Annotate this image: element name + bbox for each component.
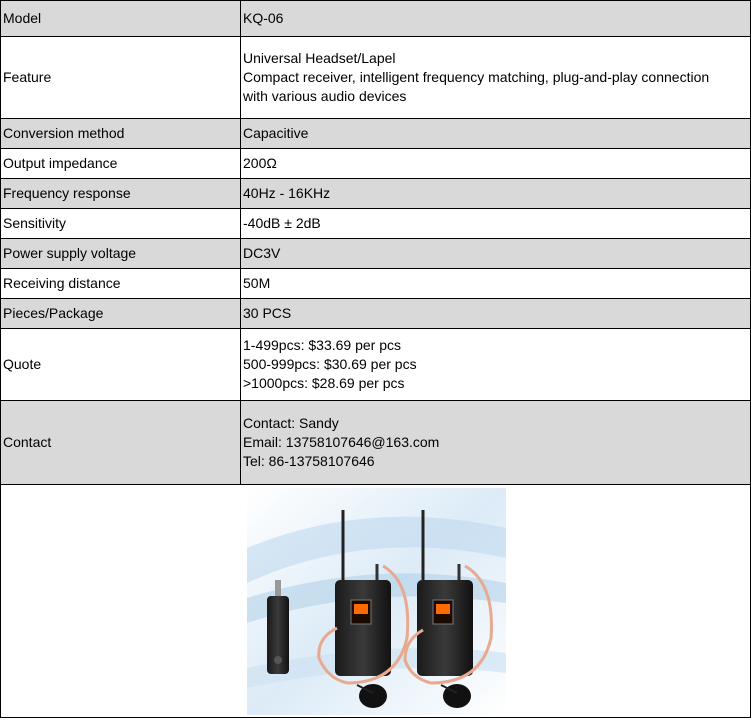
spec-value-line: Contact: Sandy <box>243 415 339 431</box>
product-photo <box>247 488 506 715</box>
image-cell <box>1 485 751 718</box>
spec-value <box>241 1 751 37</box>
spec-value <box>241 401 751 485</box>
spec-row <box>1 329 751 401</box>
spec-value-line: with various audio devices <box>243 88 407 104</box>
spec-label: Receiving distance <box>1 269 241 299</box>
spec-row <box>1 149 751 179</box>
spec-label: Power supply voltage <box>1 239 241 269</box>
spec-value-line: Universal Headset/Lapel <box>243 50 396 66</box>
spec-label: Output impedance <box>1 149 241 179</box>
spec-value-line: 500-999pcs: $30.69 per pcs <box>243 356 417 372</box>
spec-row <box>1 401 751 485</box>
spec-value <box>241 119 751 149</box>
spec-table-body <box>1 1 751 718</box>
spec-value <box>241 209 751 239</box>
spec-value <box>241 179 751 209</box>
spec-value-line: DC3V <box>243 245 281 261</box>
spec-label: Conversion method <box>1 119 241 149</box>
spec-value <box>241 149 751 179</box>
image-row <box>1 485 751 718</box>
spec-value-line: 200Ω <box>243 155 277 171</box>
spec-label: Quote <box>1 329 241 401</box>
spec-value-line: Capacitive <box>243 125 309 141</box>
spec-value-line: 1-499pcs: $33.69 per pcs <box>243 337 401 353</box>
spec-value-line: KQ-06 <box>243 10 284 26</box>
spec-value-line: Email: 13758107646@163.com <box>243 434 440 450</box>
spec-row <box>1 269 751 299</box>
spec-value-line: -40dB ± 2dB <box>243 215 321 231</box>
spec-value-line: Tel: 86-13758107646 <box>243 453 375 469</box>
spec-value-line: 30 PCS <box>243 305 292 321</box>
spec-row <box>1 1 751 37</box>
spec-value <box>241 37 751 119</box>
spec-label: Contact <box>1 401 241 485</box>
spec-row <box>1 299 751 329</box>
spec-label: Sensitivity <box>1 209 241 239</box>
spec-label: Frequency response <box>1 179 241 209</box>
spec-value <box>241 239 751 269</box>
spec-value <box>241 299 751 329</box>
spec-value-line: 50M <box>243 275 271 291</box>
spec-value <box>241 329 751 401</box>
spec-label: Pieces/Package <box>1 299 241 329</box>
spec-row <box>1 37 751 119</box>
spec-value-line: 40Hz - 16KHz <box>243 185 331 201</box>
spec-row <box>1 209 751 239</box>
spec-label: Feature <box>1 37 241 119</box>
spec-value-line: Compact receiver, intelligent frequency matching, plug-and-play connection <box>243 69 710 85</box>
spec-row <box>1 239 751 269</box>
spec-label: Model <box>1 1 241 37</box>
spec-row <box>1 119 751 149</box>
spec-value <box>241 269 751 299</box>
spec-value-line: >1000pcs: $28.69 per pcs <box>243 375 405 391</box>
spec-row <box>1 179 751 209</box>
